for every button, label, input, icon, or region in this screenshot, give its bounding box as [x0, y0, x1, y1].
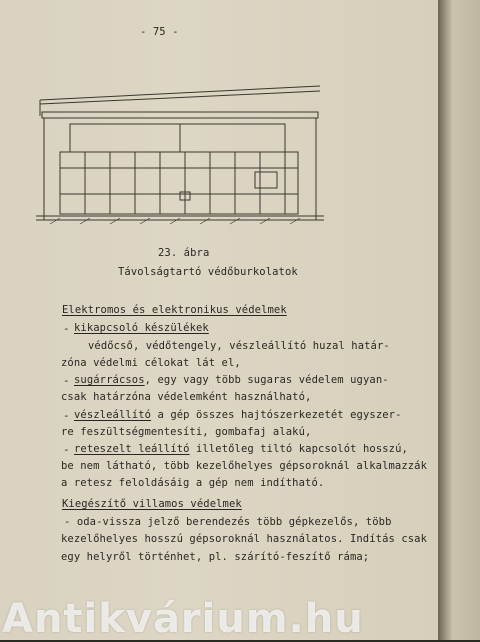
- page-edge-shadow: [438, 0, 480, 640]
- item4-text: a gép összes hajtószerkezetét egyszer-: [151, 409, 402, 421]
- figure-title: Távolságtartó védőburkolatok: [118, 266, 298, 278]
- item4-line2: re feszültségmentesíti, gombafaj alakú,: [61, 426, 312, 438]
- item3-term: sugárrácsos: [74, 374, 145, 386]
- item5-line1: [74, 443, 408, 455]
- section2-line2: kezelőhelyes hosszú gépsoroknál használatos. Indítás csak: [61, 533, 428, 545]
- watermark-text: Antikvárium.hu: [2, 596, 364, 642]
- figure-drawing: [30, 82, 330, 234]
- item2-line2: zóna védelmi célokat lát el,: [61, 357, 241, 369]
- item2-line1: védőcső, védőtengely, vészleállító huzal határ-: [88, 340, 390, 352]
- item5-text: illetőleg tiltó kapcsolót hosszú,: [189, 443, 408, 455]
- item3-line2: csak határzóna védelemként használható,: [61, 391, 312, 403]
- dash-1: -: [63, 322, 70, 335]
- page-number: - 75 -: [140, 26, 179, 38]
- figure-number: 23. ábra: [158, 247, 210, 259]
- section1-heading: Elektromos és elektronikus védelmek: [62, 304, 287, 316]
- dash-5: -: [63, 443, 70, 456]
- dash-3: -: [63, 374, 70, 387]
- item3-text: , egy vagy több sugaras védelem ugyan-: [144, 374, 389, 386]
- ceiling-strip: [42, 112, 318, 118]
- dash-4: -: [63, 409, 70, 422]
- item1-term: kikapcsoló készülékek: [74, 322, 209, 334]
- item5-line3: a retesz feloldásáig a gép nem indítható.: [61, 477, 325, 489]
- item5-term: reteszelt leállító: [74, 443, 190, 455]
- item4-term: vészleállító: [74, 409, 152, 421]
- lower-guard: [60, 152, 298, 214]
- item4-line1: [74, 409, 402, 421]
- section2-line3: egy helyről történhet, pl. szárító-feszítő ráma;: [61, 551, 370, 563]
- item5-line2: be nem látható, több kezelőhelyes gépsoroknál alkalmazzák: [61, 460, 428, 472]
- upper-guard: [70, 124, 285, 152]
- section2-heading: Kiegészítő villamos védelmek: [62, 498, 242, 510]
- section2-line1: - oda-vissza jelző berendezés több gépkezelős, több: [64, 516, 392, 528]
- item3-line1: [74, 374, 389, 386]
